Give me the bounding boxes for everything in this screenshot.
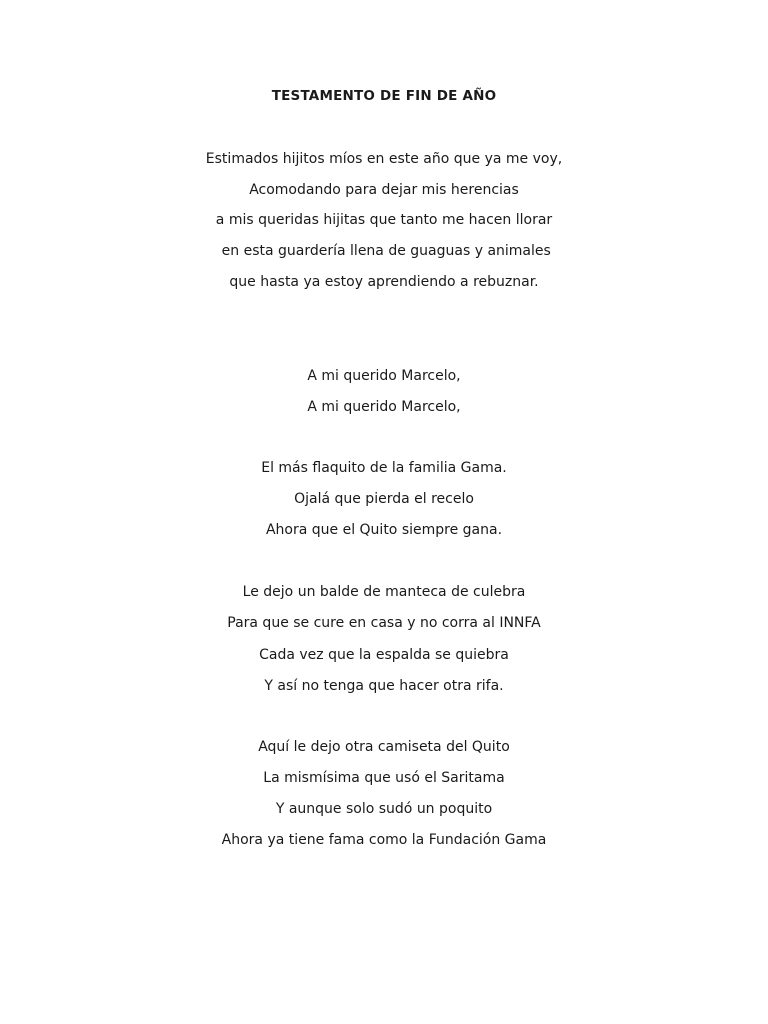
stanza1-line-1: El más flaquito de la familia Gama. <box>261 460 507 476</box>
intro-line-3: a mis queridas hijitas que tanto me hacen llorar <box>215 212 553 228</box>
document-title: TESTAMENTO DE FIN DE AÑO <box>271 88 497 104</box>
stanza2-line-2: Para que se cure en casa y no corra al INNFA <box>227 615 541 631</box>
intro-line-1: Estimados hijitos míos en este año que ya me voy, <box>205 151 563 167</box>
intro-line-2: Acomodando para dejar mis herencias <box>249 182 519 198</box>
salutation-line-2: A mi querido Marcelo, <box>307 399 461 415</box>
stanza1-line-2: Ojalá que pierda el recelo <box>294 491 474 507</box>
stanza1-line-3: Ahora que el Quito siempre gana. <box>265 522 503 538</box>
stanza2-line-1: Le dejo un balde de manteca de culebra <box>242 584 526 600</box>
stanza3-line-4: Ahora ya tiene fama como la Fundación Gama <box>221 832 547 848</box>
intro-line-4: en esta guardería llena de guaguas y animales <box>217 243 551 259</box>
salutation-line-1: A mi querido Marcelo, <box>307 368 461 384</box>
stanza2-line-3: Cada vez que la espalda se quiebra <box>259 647 509 663</box>
intro-line-5: que hasta ya estoy aprendiendo a rebuznar. <box>229 274 539 290</box>
stanza3-line-3: Y aunque solo sudó un poquito <box>275 801 493 817</box>
stanza3-line-2: La mismísima que usó el Saritama <box>263 770 505 786</box>
stanza2-line-4: Y así no tenga que hacer otra rifa. <box>264 678 504 694</box>
stanza3-line-1: Aquí le dejo otra camiseta del Quito <box>258 739 510 755</box>
